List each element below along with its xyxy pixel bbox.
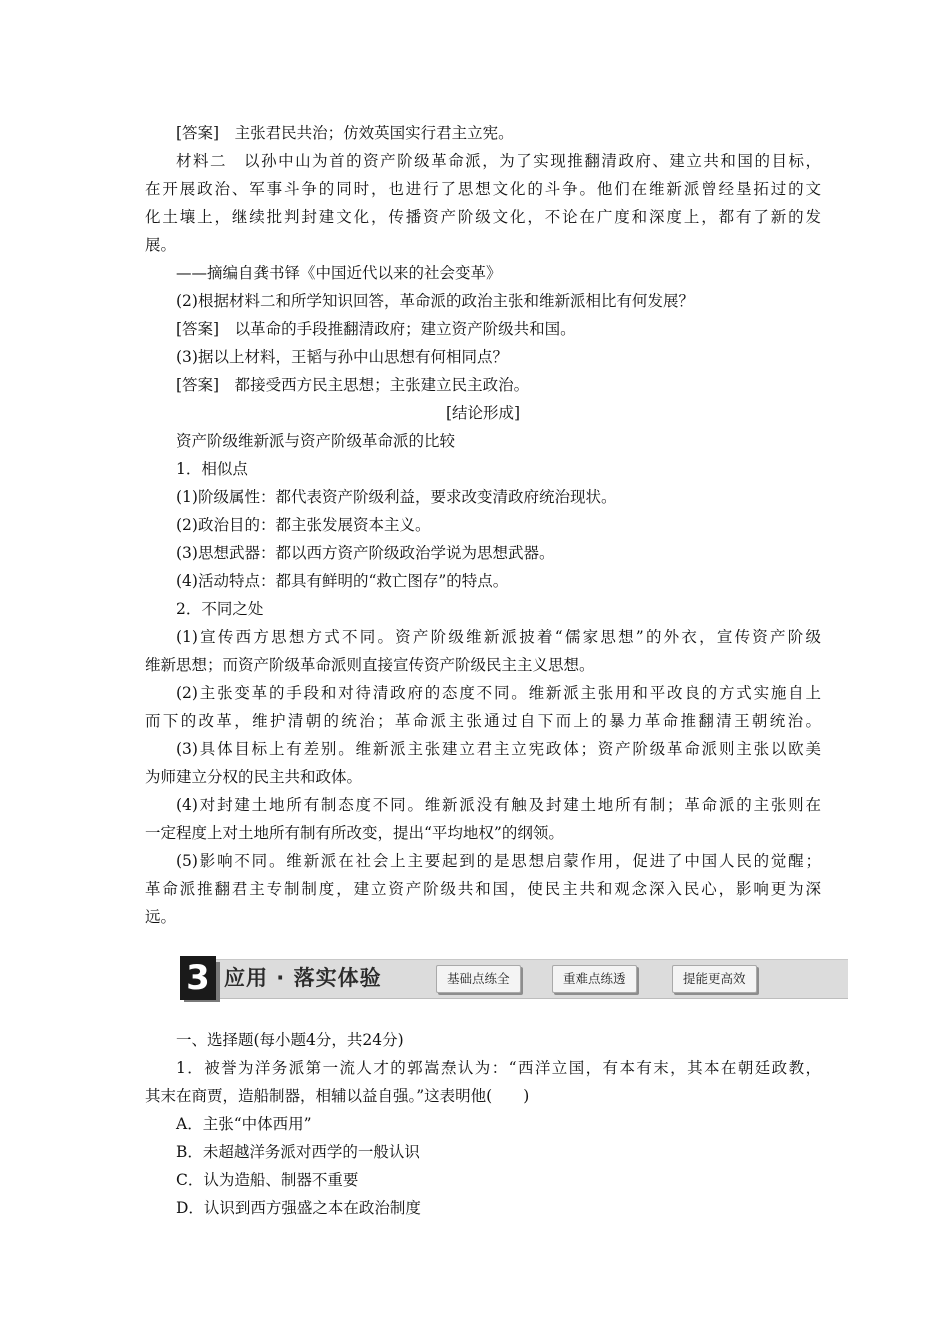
improve-button[interactable]: 提能更高效 (672, 965, 757, 993)
similarity-item: (1)阶级属性：都代表资产阶级利益，要求改变清政府统治现状。 (176, 488, 617, 506)
difference-item: (4)对封建土地所有制态度不同。维新派没有触及封建土地所有制；革命派的主张则在 (176, 796, 821, 814)
option-a: A．主张“中体西用” (176, 1115, 312, 1133)
banner-title: 应用 · 落实体验 (224, 966, 382, 990)
differences-heading: 2．不同之处 (176, 600, 264, 618)
comparison-title: 资产阶级维新派与资产阶级革命派的比较 (176, 432, 456, 450)
section-heading: 一、选择题(每小题4分，共24分) (176, 1031, 404, 1049)
difference-item-cont: 为师建立分权的民主共和政体。 (145, 768, 363, 786)
answer-3: [答案] 都接受西方民主思想；主张建立民主政治。 (176, 376, 530, 394)
difference-item-cont: 维新思想；而资产阶级革命派则直接宣传资产阶级民主主义思想。 (145, 656, 595, 674)
question-3: (3)据以上材料，王韬与孙中山思想有何相同点？ (176, 348, 508, 366)
difference-item: (2)主张变革的手段和对待清政府的态度不同。维新派主张用和平改良的方式实施自上 (176, 684, 821, 702)
paragraph-line: 在开展政治、军事斗争的同时，也进行了思想文化的斗争。他们在维新派曾经垦拓过的文 (145, 180, 821, 198)
answer-1: [答案] 主张君民共治；仿效英国实行君主立宪。 (176, 124, 514, 142)
difference-item-cont: 革命派推翻君主专制制度，建立资产阶级共和国，使民主共和观念深入民心，影响更为深 (145, 880, 821, 898)
difference-item-cont: 远。 (145, 908, 177, 926)
answer-2: [答案] 以革命的手段推翻清政府；建立资产阶级共和国。 (176, 320, 576, 338)
question-1-cont: 其末在商贾，造船制器，相辅以益自强。”这表明他( ) (145, 1087, 530, 1105)
section-banner (180, 958, 848, 1000)
conclusion-heading: [结论形成] (445, 404, 521, 422)
difference-item: (1)宣传西方思想方式不同。资产阶级维新派披着“儒家思想”的外衣，宣传资产阶级 (176, 628, 821, 646)
banner-number: 3 (180, 956, 216, 1000)
basic-practice-button[interactable]: 基础点练全 (436, 965, 521, 993)
option-d: D．认识到西方强盛之本在政治制度 (176, 1199, 421, 1217)
option-b: B．未超越洋务派对西学的一般认识 (176, 1143, 420, 1161)
key-practice-button[interactable]: 重难点练透 (552, 965, 637, 993)
similarities-heading: 1．相似点 (176, 460, 248, 478)
similarity-item: (3)思想武器：都以西方资产阶级政治学说为思想武器。 (176, 544, 555, 562)
question-2: (2)根据材料二和所学知识回答，革命派的政治主张和维新派相比有何发展？ (176, 292, 694, 310)
paragraph-line: 化土壤上，继续批判封建文化，传播资产阶级文化，不论在广度和深度上，都有了新的发 (145, 208, 821, 226)
difference-item-cont: 而下的改革，维护清朝的统治；革命派主张通过自下而上的暴力革命推翻清王朝统治。 (145, 712, 821, 730)
material-2-line: 材料二 以孙中山为首的资产阶级革命派，为了实现推翻清政府、建立共和国的目标， (176, 152, 821, 170)
difference-item: (5)影响不同。维新派在社会上主要起到的是思想启蒙作用，促进了中国人民的觉醒； (176, 852, 821, 870)
difference-item: (3)具体目标上有差别。维新派主张建立君主立宪政体；资产阶级革命派则主张以欧美 (176, 740, 821, 758)
similarity-item: (4)活动特点：都具有鲜明的“救亡图存”的特点。 (176, 572, 509, 590)
difference-item-cont: 一定程度上对土地所有制有所改变，提出“平均地权”的纲领。 (145, 824, 564, 842)
option-c: C．认为造船、制器不重要 (176, 1171, 359, 1189)
similarity-item: (2)政治目的：都主张发展资本主义。 (176, 516, 431, 534)
paragraph-line: 展。 (145, 236, 177, 254)
question-1: 1．被誉为洋务派第一流人才的郭嵩焘认为：“西洋立国，有本有末，其本在朝廷政教， (176, 1059, 821, 1077)
source-citation: ——摘编自龚书铎《中国近代以来的社会变革》 (176, 264, 502, 282)
